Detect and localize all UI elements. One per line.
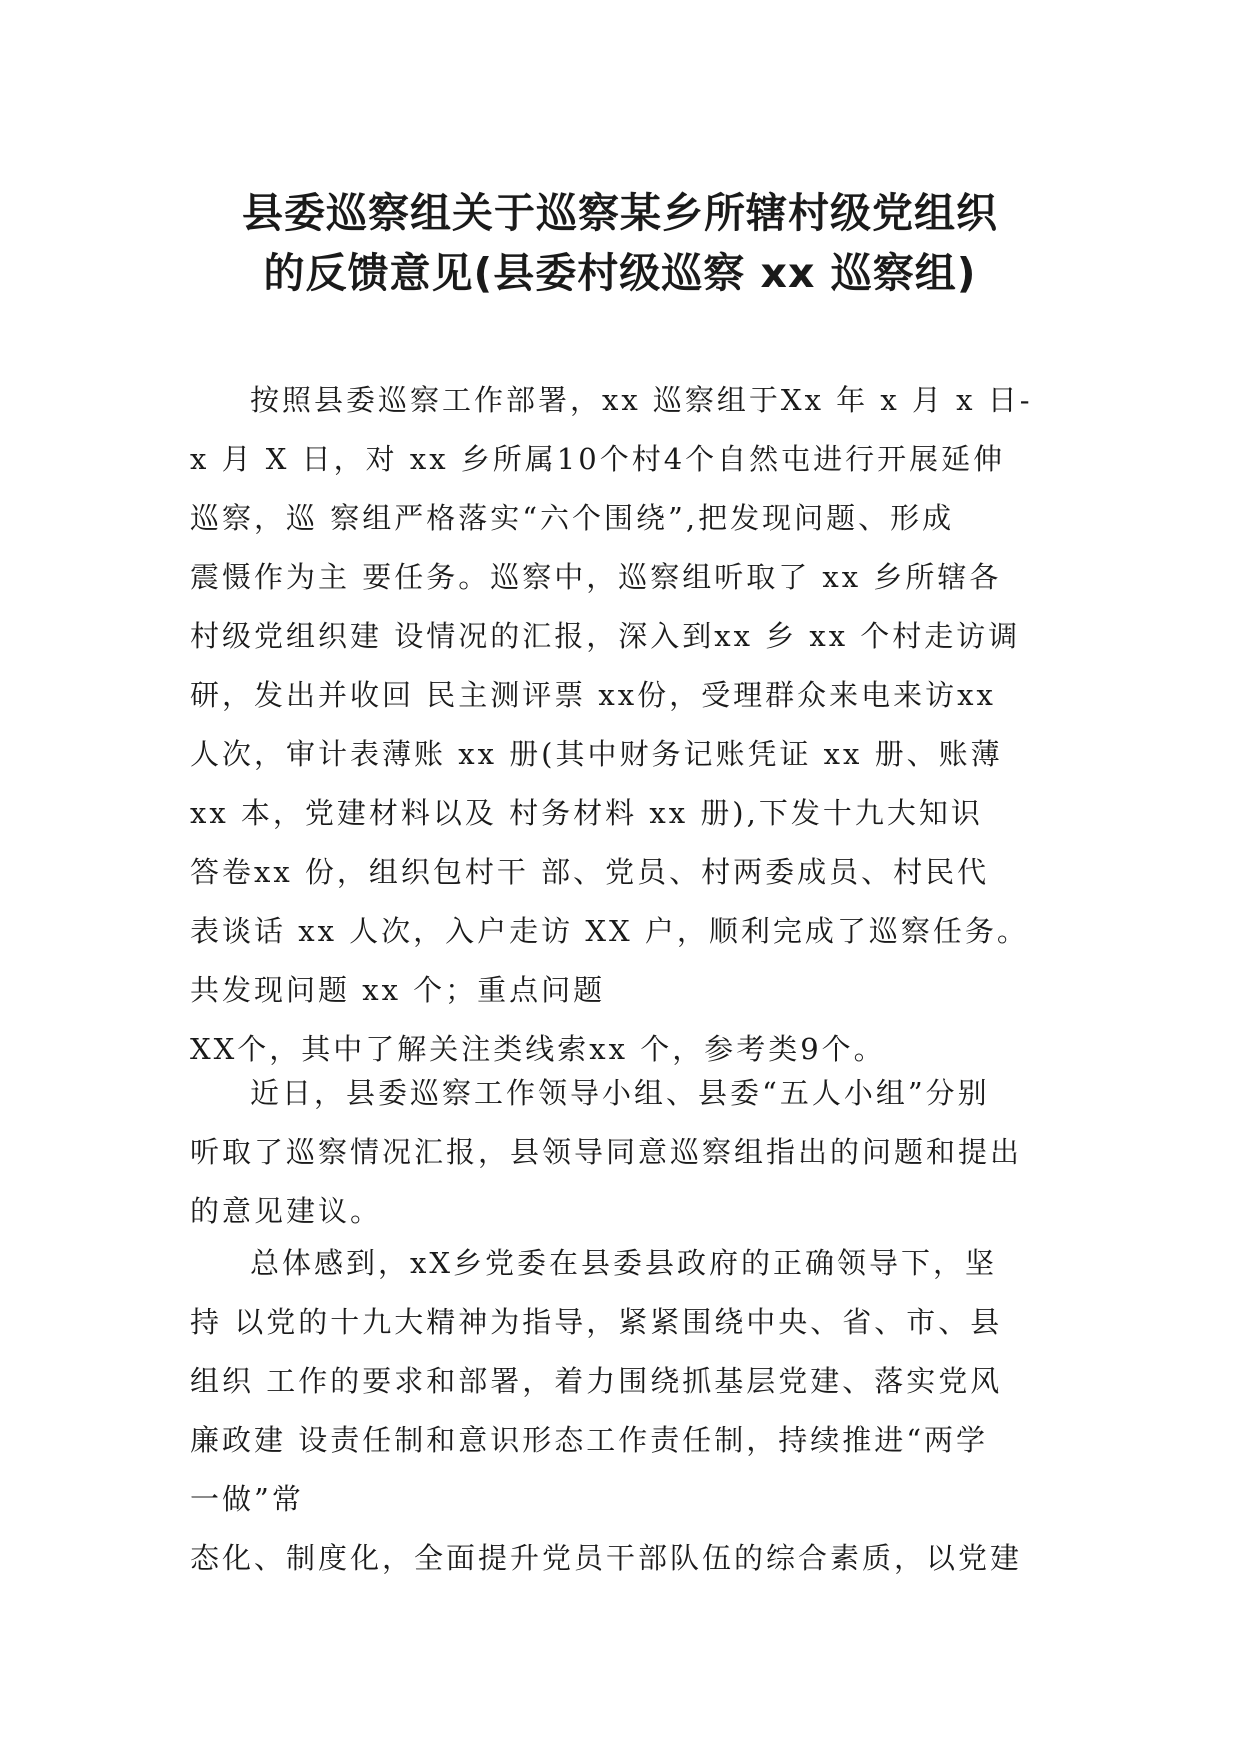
paragraph-line: 一做”常 <box>190 1482 304 1516</box>
paragraph-line: x 月 X 日，对 xx 乡所属10个村4个自然屯进行开展延伸 <box>190 442 1006 476</box>
paragraph-line: 近日，县委巡察工作领导小组、县委“五人小组”分别 <box>250 1076 990 1110</box>
paragraph-overall-assessment <box>190 1234 1050 1588</box>
paragraph-line: 听取了巡察情况汇报，县领导同意巡察组指出的问题和提出 <box>190 1135 1023 1169</box>
title-line-2: 的反馈意见(县委村级巡察 xx 巡察组) <box>263 249 977 297</box>
paragraph-line: 共发现问题 xx 个；重点问题 <box>190 973 606 1007</box>
paragraph-line: 的意见建议。 <box>190 1194 383 1228</box>
paragraph-line: 人次，审计表薄账 xx 册(其中财务记账凭证 xx 册、账薄 <box>190 737 1003 771</box>
title-line-1: 县委巡察组关于巡察某乡所辖村级党组织 <box>242 189 998 237</box>
paragraph-line: 巡察，巡 察组严格落实“六个围绕”,把发现问题、形成 <box>190 501 955 535</box>
paragraph-line: 按照县委巡察工作部署，xx 巡察组于Xx 年 x 月 x 日- <box>250 383 1033 417</box>
paragraph-line: 村级党组织建 设情况的汇报，深入到xx 乡 xx 个村走访调 <box>190 619 1021 653</box>
paragraph-line: 震慑作为主 要任务。巡察中，巡察组听取了 xx 乡所辖各 <box>190 560 1002 594</box>
paragraph-line: 总体感到，xX乡党委在县委县政府的正确领导下，坚 <box>250 1246 998 1280</box>
paragraph-line: 表谈话 xx 人次，入户走访 XX 户，顺利完成了巡察任务。 <box>190 914 1029 948</box>
paragraph-line: 持 以党的十九大精神为指导，紧紧围绕中央、省、市、县 <box>190 1305 1003 1339</box>
paragraph-line: 答卷xx 份，组织包村干 部、党员、村两委成员、村民代 <box>190 855 990 889</box>
document-title <box>150 183 1090 303</box>
paragraph-line: 组织 工作的要求和部署，着力围绕抓基层党建、落实党风 <box>190 1364 1003 1398</box>
paragraph-line: 廉政建 设责任制和意识形态工作责任制，持续推进“两学 <box>190 1423 989 1457</box>
paragraph-leadership-review <box>190 1064 1050 1241</box>
paragraph-line: 态化、制度化，全面提升党员干部队伍的综合素质，以党建 <box>190 1541 1023 1575</box>
paragraph-line: 研，发出并收回 民主测评票 xx份，受理群众来电来访xx <box>190 678 996 712</box>
paragraph-line: xx 本，党建材料以及 村务材料 xx 册),下发十九大知识 <box>190 796 983 830</box>
paragraph-line: XX个，其中了解关注类线索xx 个，参考类9个。 <box>190 1032 886 1066</box>
paragraph-inspection-overview <box>190 371 1050 1079</box>
